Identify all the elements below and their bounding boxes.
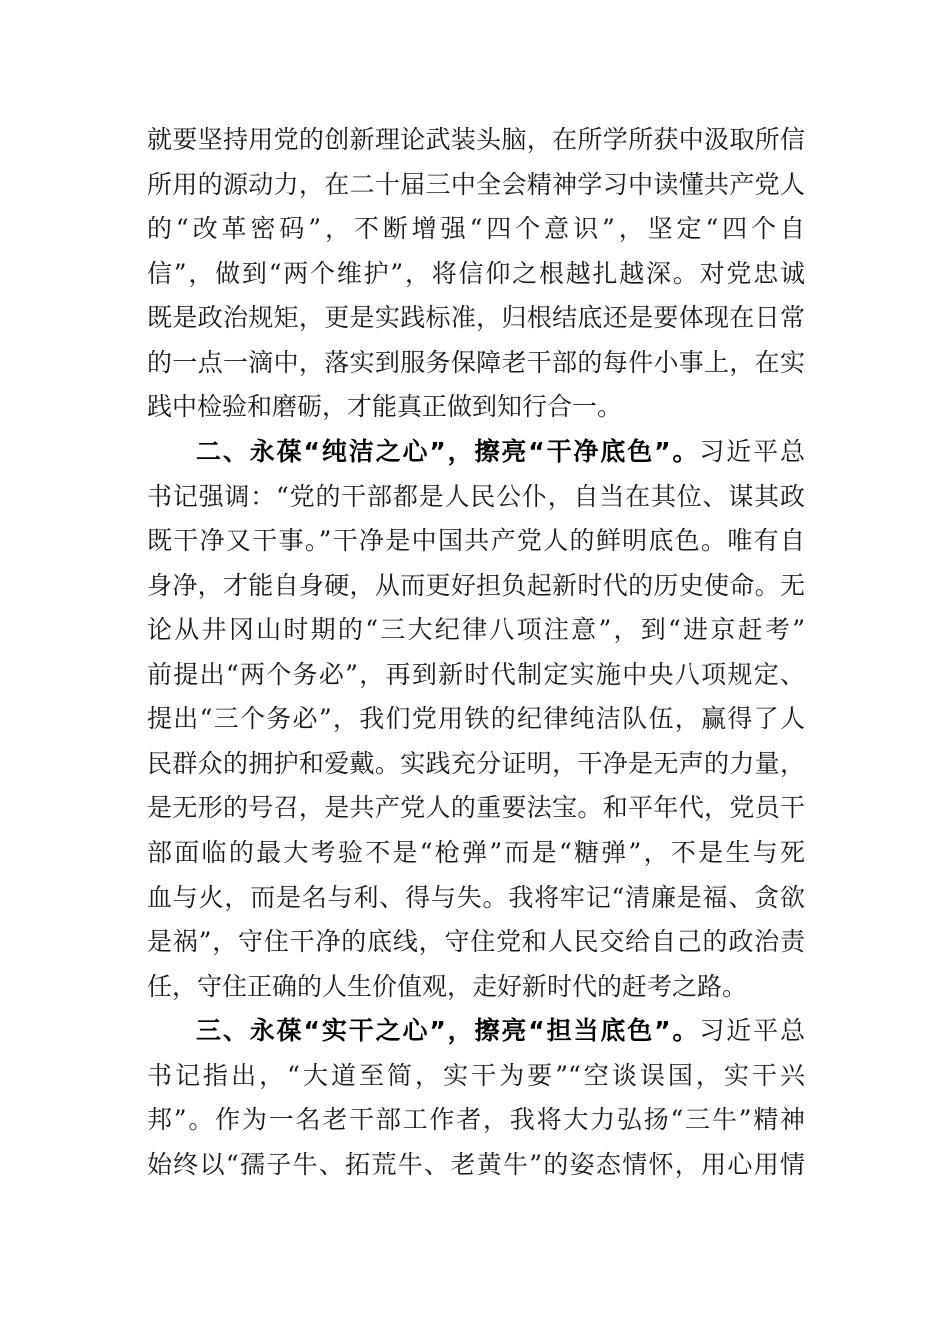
text-line: 论从井冈山时期的“三大纪律八项注意”，到“进京赶考” (147, 615, 805, 645)
text-line: 信”，做到“两个维护”，将信仰之根越扎越深。对党忠诚 (147, 258, 805, 288)
text-line: 前提出“两个务必”，再到新时代制定实施中央八项规定、 (147, 659, 805, 689)
document-body (147, 118, 805, 1188)
text-line: 是祸”，守住干净的底线，守住党和人民交给自己的政治责 (147, 927, 805, 957)
text-line: 任，守住正确的人生价值观，走好新时代的赶考之路。 (147, 971, 748, 1001)
text-line: 所用的源动力，在二十届三中全会精神学习中读懂共产党人 (147, 169, 805, 199)
section-heading: 三、永葆“实干之心”，擦亮“担当底色”。 (196, 1016, 700, 1046)
text-line: 的“改革密码”，不断增强“四个意识”，坚定“四个自 (147, 214, 805, 244)
text-line: 血与火，而是名与利、得与失。我将牢记“清廉是福、贪欲 (147, 882, 805, 912)
text-line: 部面临的最大考验不是“枪弹”而是“糖弹”，不是生与死 (147, 838, 805, 867)
section-heading-line (147, 1009, 805, 1054)
section-heading: 二、永葆“纯洁之心”，擦亮“干净底色”。 (196, 436, 700, 466)
heading-rest-text: 习近平总 (699, 436, 805, 466)
text-line: 既干净又干事。”干净是中国共产党人的鲜明底色。唯有自 (147, 526, 805, 556)
text-line: 民群众的拥护和爱戴。实践充分证明，干净是无声的力量， (147, 748, 805, 778)
text-line: 既是政治规矩，更是实践标准，归根结底还是要体现在日常 (147, 303, 805, 333)
text-line: 书记强调：“党的干部都是人民公仆，自当在其位、谋其政 (147, 481, 805, 511)
text-line: 始终以“孺子牛、拓荒牛、老黄牛”的姿态情怀，用心用情 (147, 1149, 805, 1179)
text-line: 身净，才能自身硬，从而更好担负起新时代的历史使命。无 (147, 570, 805, 600)
text-line: 提出“三个务必”，我们党用铁的纪律纯洁队伍，赢得了人 (147, 704, 805, 734)
text-line: 是无形的号召，是共产党人的重要法宝。和平年代，党员干 (147, 793, 805, 823)
heading-rest-text: 习近平总 (699, 1016, 805, 1046)
text-line: 邦”。作为一名老干部工作者，我将大力弘扬“三牛”精神 (147, 1105, 805, 1135)
text-line: 践中检验和磨砺，才能真正做到知行合一。 (147, 392, 623, 422)
text-line: 就要坚持用党的创新理论武装头脑，在所学所获中汲取所信 (147, 125, 805, 154)
text-line: 的一点一滴中，落实到服务保障老干部的每件小事上，在实 (147, 347, 805, 377)
text-line: 书记指出，“大道至简，实干为要”“空谈误国，实干兴 (147, 1060, 805, 1090)
section-heading-line (147, 430, 805, 475)
